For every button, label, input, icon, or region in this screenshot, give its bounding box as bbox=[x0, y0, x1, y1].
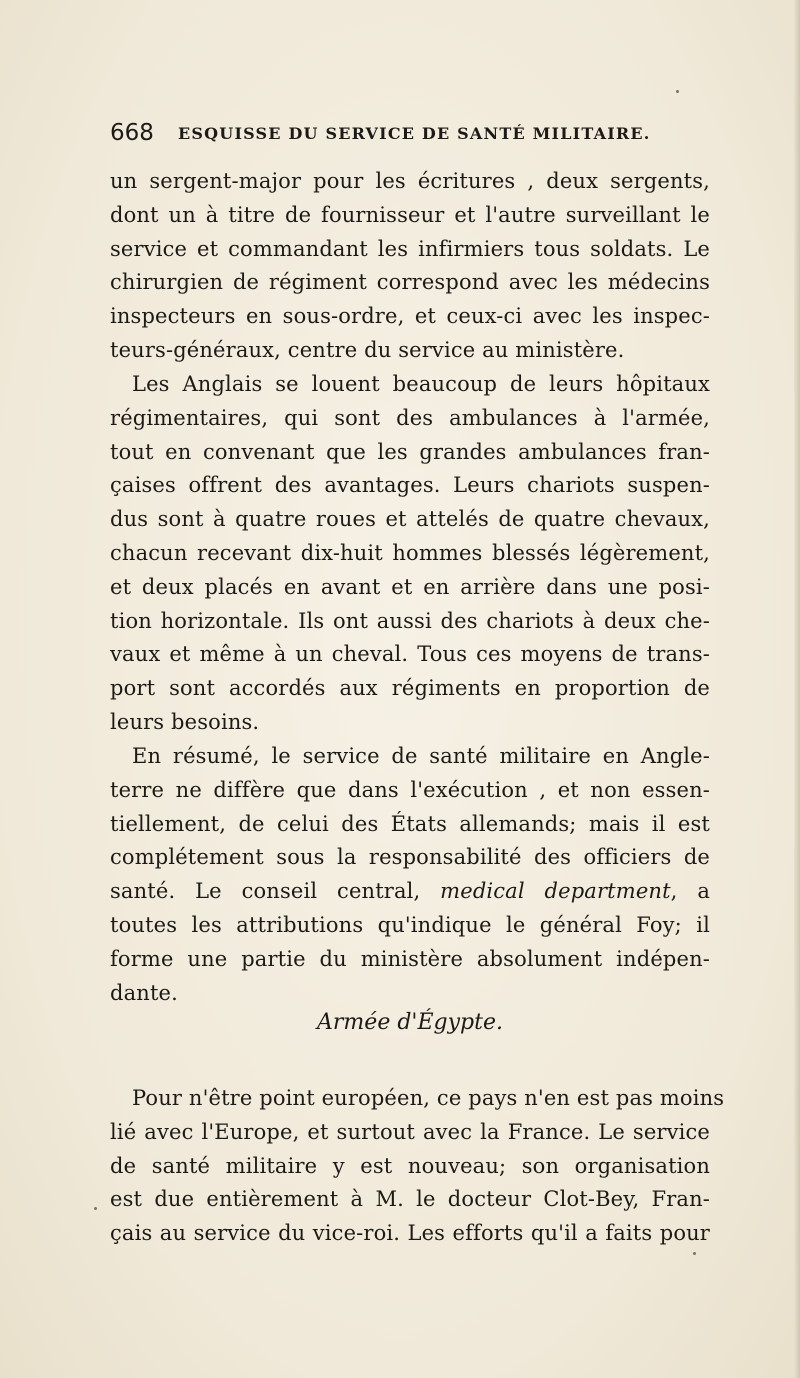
text-line: et deux placés en avant et en arrière dans une posi- bbox=[110, 574, 710, 599]
text-line: forme une partie du ministère absolument indépen- bbox=[110, 946, 710, 971]
text-line: terre ne diffère que dans l'exécution , et non essen- bbox=[110, 777, 710, 802]
text-segment: , a bbox=[670, 879, 710, 904]
text-line: lié avec l'Europe, et surtout avec la France. Le service bbox=[110, 1119, 710, 1144]
text-line: un sergent-major pour les écritures , deux sergents, bbox=[110, 169, 710, 193]
paper-speck bbox=[94, 1207, 97, 1210]
text-line: En résumé, le service de santé militaire en Angle- bbox=[132, 744, 710, 768]
paper-speck bbox=[676, 90, 679, 93]
text-line: tiellement, de celui des États allemands; mais il est bbox=[110, 811, 710, 836]
page-edge-shadow bbox=[794, 0, 800, 1378]
text-line: service et commandant les infirmiers tous soldats. Le bbox=[110, 236, 710, 261]
text-segment: santé. Le conseil central, bbox=[110, 879, 441, 904]
text-line: Les Anglais se louent beaucoup de leurs hôpitaux bbox=[132, 372, 710, 396]
paper-speck bbox=[693, 1252, 696, 1255]
text-line: Pour n'être point européen, ce pays n'en est pas moins bbox=[132, 1086, 725, 1110]
text-line: tion horizontale. Ils ont aussi des chariots à deux che- bbox=[110, 608, 710, 633]
text-line: leurs besoins. bbox=[110, 709, 260, 734]
page-number: 668 bbox=[110, 120, 154, 146]
text-line: est due entièrement à M. le docteur Clot-Bey, Fran- bbox=[110, 1187, 710, 1212]
text-line: dante. bbox=[110, 980, 178, 1005]
text-line: dont un à titre de fournisseur et l'autre surveillant le bbox=[110, 202, 710, 227]
text-line: chacun recevant dix-huit hommes blessés légèrement, bbox=[110, 540, 710, 565]
section-heading: Armée d'Égypte. bbox=[317, 1010, 503, 1035]
italic-term: medical department bbox=[440, 879, 671, 904]
text-line: çaises offrent des avantages. Leurs chariots suspen- bbox=[110, 473, 710, 498]
text-line: çais au service du vice-roi. Les efforts qu'il a faits pour bbox=[110, 1221, 710, 1246]
paragraph-4 bbox=[110, 1082, 725, 1251]
paragraph-2 bbox=[110, 368, 710, 740]
text-line: port sont accordés aux régiments en proportion de bbox=[110, 676, 710, 701]
paragraph-1 bbox=[110, 165, 710, 368]
text-line: teurs-généraux, centre du service au ministère. bbox=[110, 337, 625, 362]
paragraph-3 bbox=[110, 740, 710, 1010]
page-header bbox=[110, 118, 710, 150]
text-line: inspecteurs en sous-ordre, et ceux-ci avec les inspec- bbox=[110, 304, 710, 329]
text-line: vaux et même à un cheval. Tous ces moyens de trans- bbox=[110, 642, 710, 667]
text-line bbox=[110, 875, 710, 909]
text-line: toutes les attributions qu'indique le général Foy; il bbox=[110, 912, 710, 937]
text-line: complétement sous la responsabilité des officiers de bbox=[110, 845, 710, 870]
text-line: tout en convenant que les grandes ambulances fran- bbox=[110, 439, 710, 464]
text-line: dus sont à quatre roues et attelés de quatre chevaux, bbox=[110, 507, 710, 532]
text-line: régimentaires, qui sont des ambulances à l'armée, bbox=[110, 405, 710, 430]
running-title: ESQUISSE DU SERVICE DE SANTÉ MILITAIRE. bbox=[178, 124, 651, 143]
text-line: chirurgien de régiment correspond avec les médecins bbox=[110, 270, 710, 295]
text-line: de santé militaire y est nouveau; son organisation bbox=[110, 1153, 710, 1178]
